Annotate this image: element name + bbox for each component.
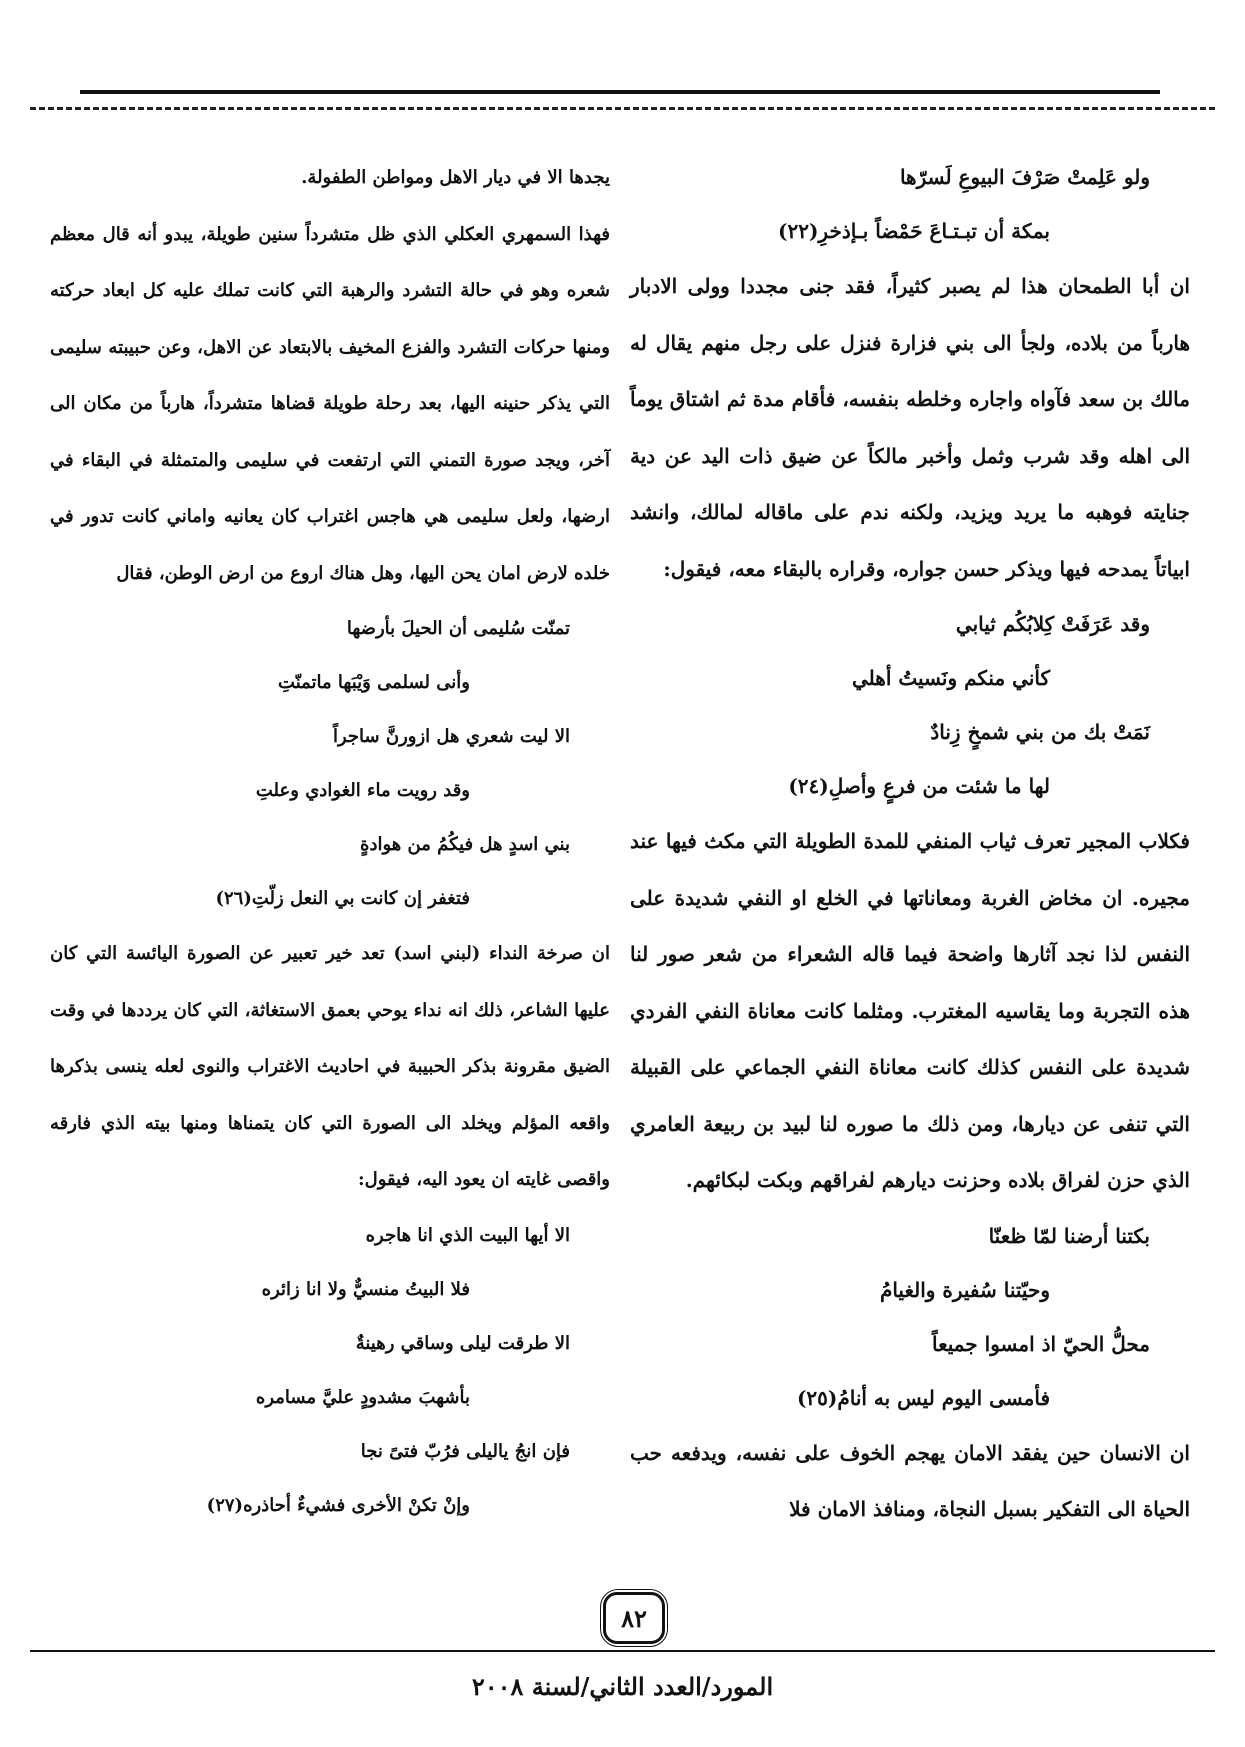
verse-line: لها ما شئت من فرعٍ وأصلِ(٢٤) <box>788 774 1050 798</box>
verse-line: ولو عَلِمتْ صَرْفَ البيوعِ لَسرّها <box>899 165 1150 189</box>
paragraph: ان أبا الطمحان هذا لم يصبر كثيراً، فقد جنى مجددا وولى الادبار هارباً من بلاده، ولجأ الى بني فزارة فنزل على رجل منهم يقال له مالك بن سعد فآواه واجاره وخلطه بنفسه، فأقام مدة ثم اشتاق يوماً الى اهله وقد شرب وثمل وأخبر مالكاً عن ضيق ذات اليد عن دية جنايته فوهبه ما يريد ويزيد، ولكنه ندم على ماقاله لمالك، وانشد ابياتاً يمدحه فيها ويذكر حسن جواره، وقراره بالبقاء معه، فيقول: <box>630 274 1190 581</box>
verse-line: كأني منكم ونَسيتُ أهلي <box>852 666 1050 690</box>
paragraph: فهذا السمهري العكلي الذي ظل متشرداً سنين طويلة، يبدو أنه قال معظم شعره وهو في حالة التشرد والرهبة التي كانت تملك عليه كل ابعاد حركته ومنها حركات التشرد والفزع المخيف بالابتعاد عن الاهل، وعن حبيبته سليمى التي يذكر حنينه اليها، بعد رحلة طويلة قضاها متشرداً، هارباً من مكان الى آخر، ويجد صورة التمني التي ارتفعت في سليمى والمتمثلة في البقاء في ارضها، ولعل سليمى هي هاجس اغتراب كان يعانيه واماني كانت تدور في خلده لارض امان يحن اليها، وهل هناك اروع من ارض الوطن، فقال <box>50 223 610 584</box>
verse-line: وأنى لسلمى وَيْبَها ماتمنّتِ <box>278 672 470 693</box>
left-column <box>50 150 610 1533</box>
verse-line: نَمَتْ بك من بني شمخٍ زِنادٌ <box>930 720 1150 744</box>
verse-line: وحيّتنا سُفيرة والغيامُ <box>879 1277 1050 1302</box>
verse-line: بأشهبَ مشدودٍ عليَّ مسامره <box>255 1386 470 1408</box>
paragraph: ان الانسان حين يفقد الامان يهجم الخوف على نفسه، ويدفعه حب الحياة الى التفكير بسبل النجاة، ومنافذ الامان فلا <box>630 1440 1190 1521</box>
paragraph: ان صرخة النداء (لبني اسد) تعد خير تعبير عن الصورة اليائسة التي كان عليها الشاعر، ذلك انه نداء يوحي بعمق الاستغاثة، التي كان يرددها في وقت الضيق مقرونة بذكر الحبيبة في احاديث الاغتراب والنوى لعله ينسى بذكرها واقعه المؤلم ويخلد الى الصورة التي كان يتمناها ومنها بيته الذي فارقه واقصى غايته ان يعود اليه، فيقول: <box>50 943 610 1190</box>
bottom-rule <box>30 1650 1215 1652</box>
verse-line: الا أيها البيت الذي انا هاجره <box>365 1224 570 1246</box>
verse-line: الا ليت شعري هل ازورنَّ ساجراً <box>332 726 570 747</box>
top-rule <box>80 90 1160 94</box>
verse-line: بني اسدٍ هل فيكُمُ من هوادةٍ <box>360 834 570 855</box>
paragraph: فكلاب المجير تعرف ثياب المنفي للمدة الطويلة التي مكث فيها عند مجيره. ان مخاض الغربة ومعاناتها في الخلع او النفي شديدة على النفس لذا نجد آثارها واضحة فيما قاله الشعراء من شعر صور لنا هذه التجربة وما يقاسيه المغترب. ومثلما كانت معاناة النفي الفردي شديدة على النفس كذلك كانت معاناة النفي الجماعي على القبيلة التي تنفى عن ديارها، ومن ذلك ما صوره لنا لبيد بن ربيعة العامري الذي حزن لفراق بلاده وحزنت ديارهم لفراقهم وبكت لبكائهم. <box>630 829 1190 1192</box>
right-column <box>630 150 1190 1538</box>
verse-line: بمكة أن تبـتـاعَ حَمْضاً بـإذخرِ(٢٢) <box>778 219 1050 243</box>
verse-line: محلُّ الحيّ اذ امسوا جميعاً <box>931 1331 1150 1356</box>
verse-line: بكتنا أرضنا لمّا ظعنّا <box>988 1223 1150 1248</box>
verse-line: فلا البيتُ منسيٌّ ولا انا زائره <box>261 1278 470 1300</box>
verse-line: وقد عَرَفَتْ كِلابُكُم ثيابي <box>955 612 1150 636</box>
verse-line: تمنّت سُليمى أن الحيلَ بأرضها <box>346 618 570 639</box>
paragraph: يجدها الا في ديار الاهل ومواطن الطفولة. <box>301 167 610 188</box>
verse-line: فأمسى اليوم ليس به أنامُ(٢٥) <box>796 1385 1050 1410</box>
verse-line: الا طرقت ليلى وساقي رهينةٌ <box>355 1332 570 1354</box>
verse-line: وإنْ تكنْ الأخرى فشيءٌ أحاذره(٢٧) <box>206 1494 470 1516</box>
top-dashed-rule <box>30 107 1215 110</box>
verse-line: وقد رويت ماء الغوادي وعلتِ <box>255 780 470 801</box>
verse-line: فتغفر إن كانت بي النعل زلّتِ(٢٦) <box>215 888 470 909</box>
page-number: ٨٢ <box>603 1592 665 1644</box>
journal-footer: المورد/العدد الثاني/لسنة ٢٠٠٨ <box>471 1672 774 1701</box>
verse-line: فإن انجُ ياليلى فرُبّ فتىً نجا <box>360 1440 570 1462</box>
